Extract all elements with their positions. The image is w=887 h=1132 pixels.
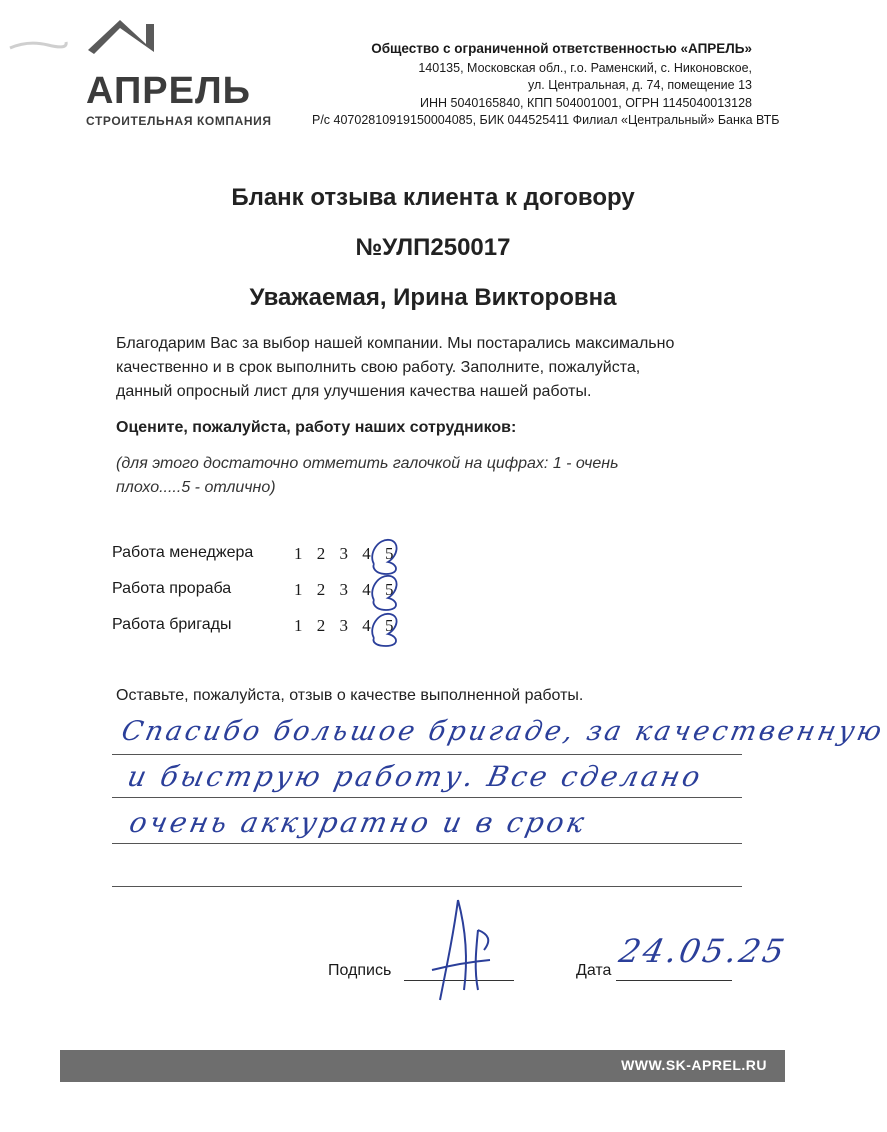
date-label: Дата <box>576 962 612 979</box>
rating-label: Работа менеджера <box>112 544 254 561</box>
signature-label: Подпись <box>328 962 392 979</box>
company-address-line1: 140135, Московская обл., г.о. Раменский, с. Никоновское, <box>418 60 752 75</box>
feedback-line[interactable] <box>112 754 742 755</box>
scan-smudge <box>8 36 68 56</box>
footer-website[interactable]: WWW.SK-APREL.RU <box>621 1057 767 1073</box>
feedback-line[interactable] <box>112 886 742 887</box>
logo-wordmark: АПРЕЛЬ <box>86 70 251 112</box>
feedback-prompt: Оставьте, пожалуйста, отзыв о качестве выполненной работы. <box>116 687 584 704</box>
rating-prompt: Оцените, пожалуйста, работу наших сотрудников: <box>116 419 517 436</box>
handwritten-feedback-line: и быструю работу. Все сделано <box>124 760 706 793</box>
rating-label: Работа прораба <box>112 580 232 597</box>
rating-scale[interactable]: 1 2 3 4 5 <box>294 616 399 635</box>
company-address-line2: ул. Центральная, д. 74, помещение 13 <box>528 78 752 93</box>
company-logo <box>84 14 284 128</box>
rating-scale[interactable]: 1 2 3 4 5 <box>294 544 399 563</box>
handwritten-feedback-line: Спасибо большое бригаде, за качественную <box>118 716 887 747</box>
handwritten-feedback-line: очень аккуратно и в срок <box>126 806 591 839</box>
company-name: Общество с ограниченной ответственностью «АПРЕЛЬ» <box>371 41 752 56</box>
client-greeting: Уважаемая, Ирина Викторовна <box>249 284 617 311</box>
rating-hint-line: плохо.....5 - отлично) <box>116 479 276 496</box>
intro-line: качественно и в срок выполнить свою работу. Заполните, пожалуйста, <box>116 359 641 376</box>
rating-hint-line: (для этого достаточно отметить галочкой на цифрах: 1 - очень <box>116 455 619 472</box>
company-bank: Р/с 40702810919150004085, БИК 044525411 Филиал «Центральный» Банка ВТБ <box>312 113 780 128</box>
handwritten-date: 24.05.25 <box>615 932 791 970</box>
rating-row-manager <box>112 544 412 570</box>
company-ids: ИНН 5040165840, КПП 504001001, ОГРН 1145040013128 <box>420 95 752 110</box>
contract-number: №УЛП250017 <box>355 234 511 261</box>
logo-subtitle: СТРОИТЕЛЬНАЯ КОМПАНИЯ <box>86 114 272 128</box>
rating-hint <box>116 452 619 500</box>
footer-bar <box>60 1050 785 1082</box>
feedback-line[interactable] <box>112 797 742 798</box>
company-requisites <box>312 40 780 130</box>
intro-line: данный опросный лист для улучшения качества нашей работы. <box>116 383 592 400</box>
rating-row-foreman <box>112 580 412 606</box>
feedback-line[interactable] <box>112 843 742 844</box>
form-title: Бланк отзыва клиента к договору <box>231 184 635 211</box>
rating-row-crew <box>112 616 412 642</box>
rating-scale[interactable]: 1 2 3 4 5 <box>294 580 399 599</box>
rating-label: Работа бригады <box>112 616 232 633</box>
house-roof-icon <box>84 14 156 62</box>
intro-paragraph <box>116 332 674 404</box>
date-line[interactable] <box>616 980 732 981</box>
intro-line: Благодарим Вас за выбор нашей компании. Мы постарались максимально <box>116 335 675 352</box>
handwritten-circle-mark <box>364 606 404 648</box>
handwritten-signature <box>418 890 508 1020</box>
